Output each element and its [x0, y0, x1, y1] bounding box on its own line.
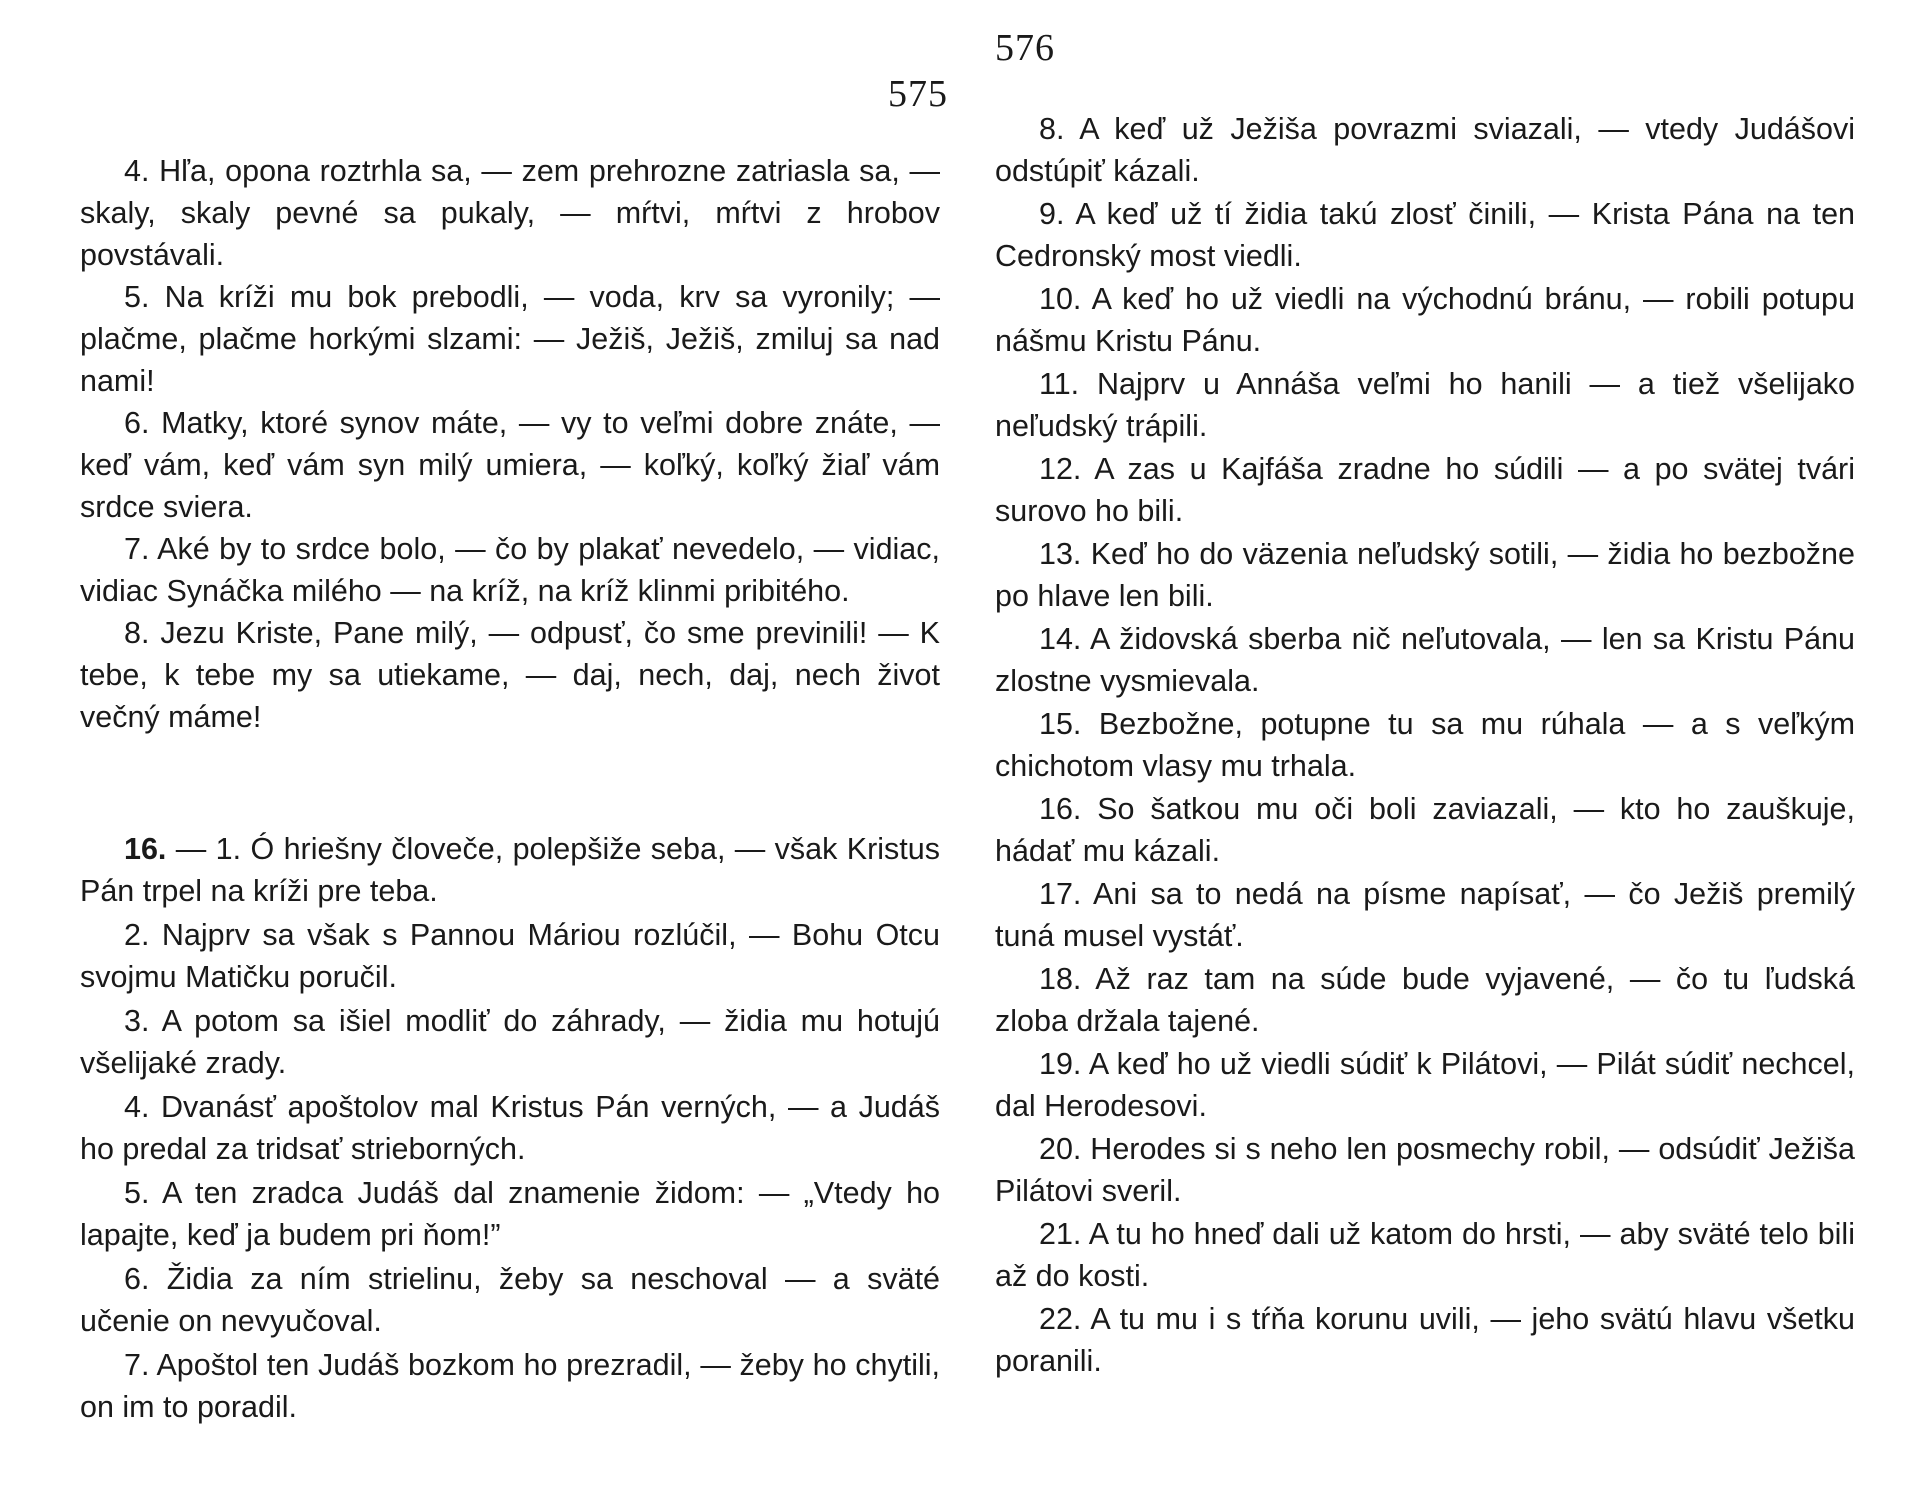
stanza: 17. Ani sa to nedá na písme napísať, — čo Ježiš premilý tuná musel vystáť.: [995, 877, 1855, 953]
stanza: 7. Apoštol ten Judáš bozkom ho prezradil, — žeby ho chytili, on im to poradil.: [80, 1348, 940, 1424]
stanza: 14. A židovská sberba nič neľutovala, — len sa Kristu Pánu zlostne vysmievala.: [995, 622, 1855, 698]
stanza: 3. A potom sa išiel modliť do záhrady, — židia mu hotujú všelijaké zrady.: [80, 1004, 940, 1080]
stanza-block-right: [995, 108, 1855, 1383]
stanza: 22. A tu mu i s tŕňa korunu uvili, — jeho svätú hlavu všetku poranili.: [995, 1302, 1855, 1378]
stanza: 9. A keď už tí židia takú zlosť činili, — Krista Pána na ten Cedronský most viedli.: [995, 197, 1855, 273]
stanza: 10. A keď ho už viedli na východnú bránu, — robili potupu nášmu Kristu Pánu.: [995, 282, 1855, 358]
page-number-left: 575: [888, 73, 948, 115]
stanza: 11. Najprv u Annáša veľmi ho hanili — a tiež všelijako neľudský trápili.: [995, 367, 1855, 443]
stanza: 8. Jezu Kriste, Pane milý, — odpusť, čo sme previnili! — K tebe, k tebe my sa utiekame, — daj, nech, daj, nech život večný máme!: [80, 616, 940, 734]
page-number-right: 576: [995, 27, 1055, 69]
stanza: 8. A keď už Ježiša povrazmi sviazali, — vtedy Judášovi odstúpiť kázali.: [995, 112, 1855, 188]
stanza-block-1: [80, 150, 940, 738]
stanza: 16. So šatkou mu oči boli zaviazali, — kto ho zauškuje, hádať mu kázali.: [995, 792, 1855, 868]
stanza: 2. Najprv sa však s Pannou Máriou rozlúčil, — Bohu Otcu svojmu Matičku poručil.: [80, 918, 940, 994]
stanza: 19. A keď ho už viedli súdiť k Pilátovi, — Pilát súdiť nechcel, dal Herodesovi.: [995, 1047, 1855, 1123]
stanza: 5. A ten zradca Judáš dal znamenie židom: — „Vtedy ho lapajte, keď ja budem pri ňom!”: [80, 1176, 940, 1252]
stanza: 6. Židia za ním strielinu, žeby sa neschoval — a sväté učenie on nevyučoval.: [80, 1262, 940, 1338]
stanza: 7. Aké by to srdce bolo, — čo by plakať nevedelo, — vidiac, vidiac Synáčka milého — na kríž, na kríž klinmi pribitého.: [80, 532, 940, 608]
stanza: 6. Matky, ktoré synov máte, — vy to veľmi dobre znáte, — keď vám, keď vám syn milý umiera, — koľký, koľký žiaľ vám srdce sviera.: [80, 406, 940, 524]
stanza: 5. Na kríži mu bok prebodli, — voda, krv sa vyronily; — plačme, plačme horkými slzami: — Ježiš, Ježiš, zmiluj sa nad nami!: [80, 280, 940, 398]
stanza: 21. A tu ho hneď dali už katom do hrsti, — aby sväté telo bili až do kosti.: [995, 1217, 1855, 1293]
hymn-number: 16.: [124, 832, 167, 866]
left-page: [80, 0, 948, 1500]
stanza: 13. Keď ho do väzenia neľudský sotili, — židia ho bezbožne po hlave len bili.: [995, 537, 1855, 613]
stanza: 15. Bezbožne, potupne tu sa mu rúhala — a s veľkým chichotom vlasy mu trhala.: [995, 707, 1855, 783]
stanza: 4. Dvanásť apoštolov mal Kristus Pán verných, — a Judáš ho predal za tridsať strieborných.: [80, 1090, 940, 1166]
stanza: 18. Až raz tam na súde bude vyjavené, — čo tu ľudská zloba držala tajené.: [995, 962, 1855, 1038]
right-page: [995, 0, 1855, 1500]
stanza: 12. A zas u Kajfáša zradne ho súdili — a po svätej tvári surovo ho bili.: [995, 452, 1855, 528]
stanza: 20. Herodes si s neho len posmechy robil, — odsúdiť Ježiša Pilátovi sveril.: [995, 1132, 1855, 1208]
hymn-16-first-text: — 1. Ó hriešny človeče, polepšiže seba, — však Kristus Pán trpel na kríži pre teba.: [80, 832, 940, 908]
hymn-16-first-stanza: [80, 828, 940, 912]
hymn-16: [80, 828, 940, 1430]
stanza: 4. Hľa, opona roztrhla sa, — zem prehrozne zatriasla sa, — skaly, skaly pevné sa pukaly, — mŕtvi, mŕtvi z hrobov povstávali.: [80, 154, 940, 272]
